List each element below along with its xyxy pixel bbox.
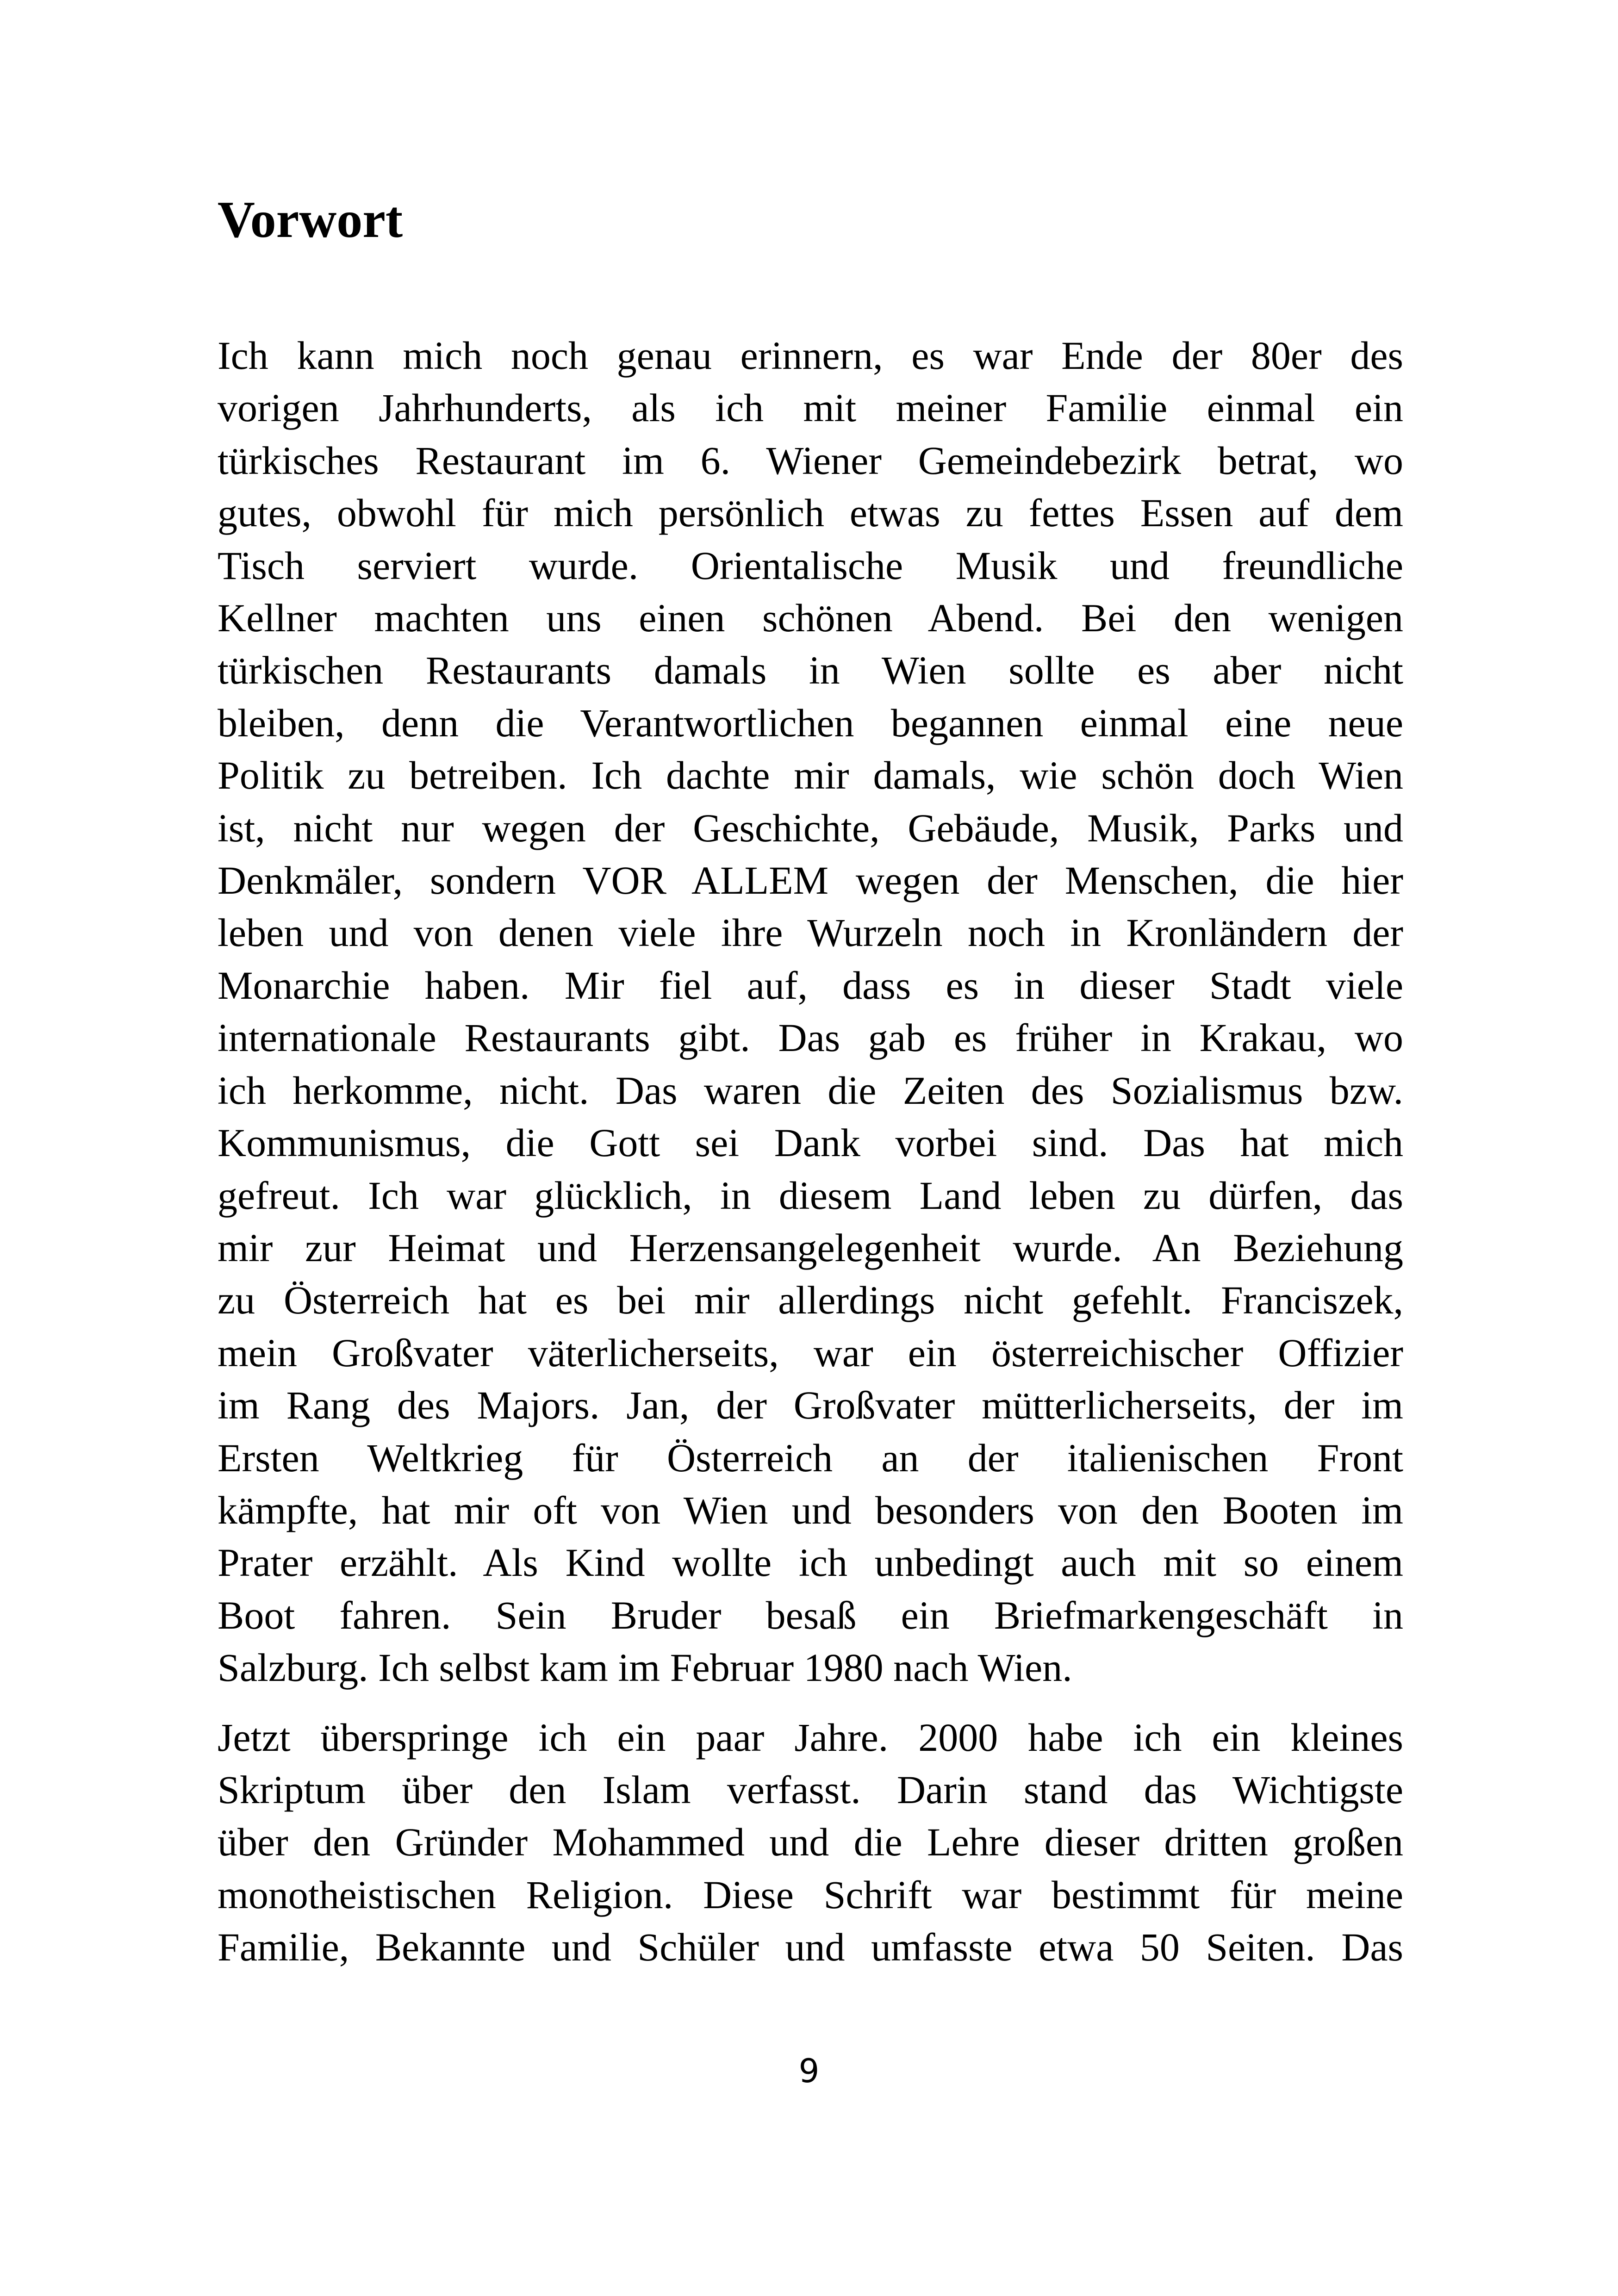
text-line: mein Großvater väterlicherseits, war ein österreichischer Offizier xyxy=(218,1330,1403,1375)
text-line: türkisches Restaurant im 6. Wiener Gemeindebezirk betrat, wo xyxy=(218,438,1403,483)
text-line: gefreut. Ich war glücklich, in diesem Land leben zu dürfen, das xyxy=(218,1173,1403,1218)
text-line: Politik zu betreiben. Ich dachte mir damals, wie schön doch Wien xyxy=(218,753,1403,798)
chapter-heading: Vorwort xyxy=(218,191,403,249)
text-line: zu Österreich hat es bei mir allerdings nicht gefehlt. Franciszek, xyxy=(218,1278,1403,1323)
page-number: 9 xyxy=(798,2052,820,2090)
text-line: Salzburg. Ich selbst kam im Februar 1980 nach Wien. xyxy=(218,1645,1072,1690)
text-line: Skriptum über den Islam verfasst. Darin stand das Wichtigste xyxy=(218,1767,1403,1812)
text-line: Kellner machten uns einen schönen Abend. Bei den wenigen xyxy=(218,596,1403,641)
text-line: Kommunismus, die Gott sei Dank vorbei sind. Das hat mich xyxy=(218,1120,1403,1165)
text-line: ich herkomme, nicht. Das waren die Zeiten des Sozialismus bzw. xyxy=(218,1068,1403,1113)
text-line: Ersten Weltkrieg für Österreich an der italienischen Front xyxy=(218,1435,1403,1480)
text-line: Jetzt überspringe ich ein paar Jahre. 2000 habe ich ein kleines xyxy=(218,1715,1403,1760)
text-line: Prater erzählt. Als Kind wollte ich unbedingt auch mit so einem xyxy=(218,1540,1403,1585)
paragraph-2 xyxy=(218,1711,1403,1974)
text-line: mir zur Heimat und Herzensangelegenheit wurde. An Beziehung xyxy=(218,1225,1403,1270)
text-line: Ich kann mich noch genau erinnern, es war Ende der 80er des xyxy=(218,333,1403,378)
text-line: Denkmäler, sondern VOR ALLEM wegen der Menschen, die hier xyxy=(218,858,1403,903)
text-line: internationale Restaurants gibt. Das gab es früher in Krakau, wo xyxy=(218,1015,1403,1060)
paragraph-1 xyxy=(218,330,1403,1694)
text-line: ist, nicht nur wegen der Geschichte, Gebäude, Musik, Parks und xyxy=(218,805,1403,850)
text-line: türkischen Restaurants damals in Wien sollte es aber nicht xyxy=(218,648,1403,693)
text-line: leben und von denen viele ihre Wurzeln noch in Kronländern der xyxy=(218,910,1403,955)
text-line: kämpfte, hat mir oft von Wien und besonders von den Booten im xyxy=(218,1487,1403,1532)
text-line: Tisch serviert wurde. Orientalische Musik und freundliche xyxy=(218,543,1403,588)
text-line: bleiben, denn die Verantwortlichen begannen einmal eine neue xyxy=(218,700,1403,745)
text-line: vorigen Jahrhunderts, als ich mit meiner Familie einmal ein xyxy=(218,386,1403,430)
body-text xyxy=(218,330,1403,1991)
text-line: im Rang des Majors. Jan, der Großvater mütterlicherseits, der im xyxy=(218,1383,1403,1428)
text-line: gutes, obwohl für mich persönlich etwas zu fettes Essen auf dem xyxy=(218,491,1403,535)
text-line: monotheistischen Religion. Diese Schrift war bestimmt für meine xyxy=(218,1872,1403,1917)
text-line: über den Gründer Mohammed und die Lehre dieser dritten großen xyxy=(218,1820,1403,1865)
text-line: Monarchie haben. Mir fiel auf, dass es in dieser Stadt viele xyxy=(218,963,1403,1008)
text-line: Familie, Bekannte und Schüler und umfasste etwa 50 Seiten. Das xyxy=(218,1925,1403,1970)
text-line: Boot fahren. Sein Bruder besaß ein Briefmarkengeschäft in xyxy=(218,1593,1403,1637)
